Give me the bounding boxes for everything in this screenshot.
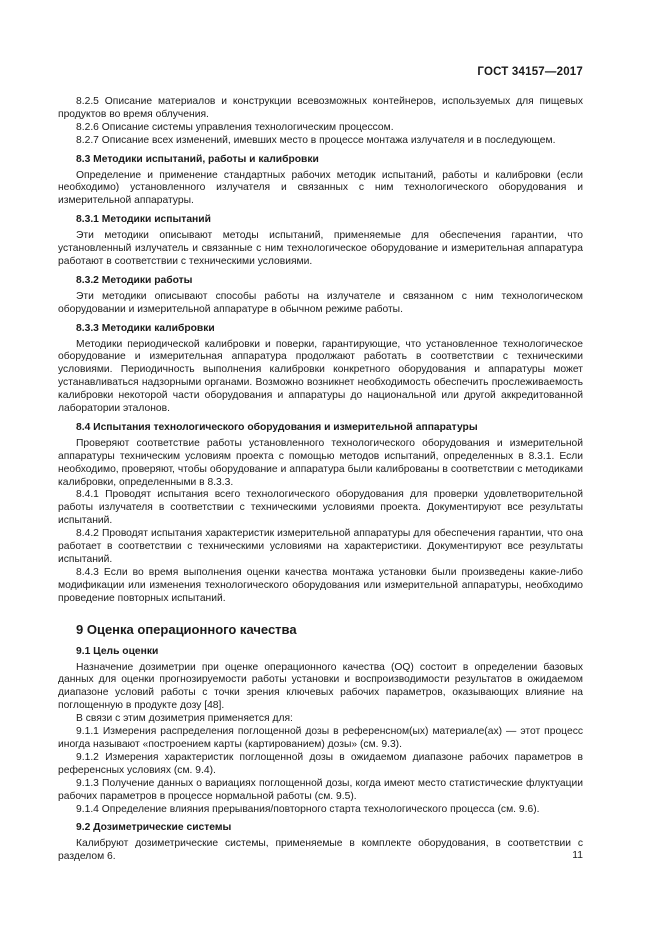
paragraph: 8.2.5 Описание материалов и конструкции всевозможных контейнеров, используемых для пищевых продуктов во время облучения. bbox=[58, 96, 583, 120]
subsection-heading: 8.3 Методики испытаний, работы и калибровки bbox=[76, 153, 319, 165]
paragraph: Назначение дозиметрии при оценке операционного качества (OQ) состоит в определении базовых данных для оценки прогнозируемости работы установки и воспроизводимости результатов в ожидаемом диапазоне условий работы с точки зрения ключевых рабочих параметров, оказывающих влияние на поглощенную в продукте дозу [48]. bbox=[58, 661, 583, 712]
paragraph: Эти методики описывают способы работы на излучателе и связанном с ним технологическом оборудовании и измерительной аппаратуре в обычном режиме работы. bbox=[58, 290, 583, 315]
subsection-heading: 8.3.3 Методики калибровки bbox=[76, 322, 215, 334]
paragraph: В связи с этим дозиметрия применяется для: bbox=[76, 713, 293, 725]
subsection-heading: 8.4 Испытания технологического оборудования и измерительной аппаратуры bbox=[76, 421, 478, 433]
paragraph: 8.2.7 Описание всех изменений, имевших место в процессе монтажа излучателя и в последующем. bbox=[76, 134, 556, 146]
document-body bbox=[58, 96, 583, 864]
subsection-heading: 8.3.2 Методики работы bbox=[76, 274, 193, 286]
paragraph: Определение и применение стандартных рабочих методик испытаний, работы и калибровки (если необходимо) установленного излучателя и связанных с ним технологического оборудования и измерительной аппаратуры. bbox=[58, 169, 583, 207]
paragraph: Проверяют соответствие работы установленного технологического оборудования и измерительной аппаратуры техническим условиям проекта с помощью методов испытаний, определенных в 8.3.1. Если необходимо, проверяют, чтобы оборудование и аппаратура были калиброваны в соответствии с методиками калибровки, определенными в 8.3.3. bbox=[58, 437, 583, 488]
paragraph: 9.1.3 Получение данных о вариациях поглощенной дозы, когда имеют место статистические флуктуации рабочих параметров в процессе нормальной работы (см. 9.5). bbox=[58, 777, 583, 802]
paragraph: Методики периодической калибровки и поверки, гарантирующие, что установленное технологическое оборудование и измерительная аппаратура продолжают работать в соответствии с техническими условиями. Периодичность выполнения калибровки конкретного оборудования и аппаратуры может устанавливаться надзорными органами. Возможно возникнет необходимость обеспечить прослеживаемость калибровки некоторой части оборудования и аппаратуры до национальной или другой аккредитованной лаборатории эталонов. bbox=[58, 338, 583, 415]
section-heading: 9 Оценка операционного качества bbox=[76, 621, 297, 637]
standard-code-header: ГОСТ 34157—2017 bbox=[477, 66, 583, 78]
paragraph: 9.1.4 Определение влияния прерывания/повторного старта технологического процесса (см. 9.6). bbox=[76, 803, 540, 815]
subsection-heading: 9.1 Цель оценки bbox=[76, 645, 159, 657]
paragraph: 9.1.1 Измерения распределения поглощенной дозы в референсном(ых) материале(ах) — этот процесс иногда называют «построением карты (картированием) дозы» (см. 9.3). bbox=[58, 726, 583, 750]
paragraph: 8.4.3 Если во время выполнения оценки качества монтажа установки были произведены какие-либо модификации или изменения технологического оборудования или измерительной аппаратуры, необходимо проведение повторных испытаний. bbox=[58, 566, 583, 604]
paragraph: 8.4.1 Проводят испытания всего технологического оборудования для проверки удовлетворительной работы излучателя в соответствии с техническими условиями проекта. Документируют все результаты испытаний. bbox=[58, 489, 583, 527]
subsection-heading: 9.2 Дозиметрические системы bbox=[76, 822, 232, 834]
paragraph: 9.1.2 Измерения характеристик поглощенной дозы в ожидаемом диапазоне рабочих параметров в референсных условиях (см. 9.4). bbox=[58, 751, 583, 776]
subsection-heading: 8.3.1 Методики испытаний bbox=[76, 214, 211, 226]
paragraph: Калибруют дозиметрические системы, применяемые в комплекте оборудования, в соответствии с разделом 6. bbox=[58, 838, 583, 863]
paragraph: Эти методики описывают методы испытаний, применяемые для обеспечения гарантии, что установленный излучатель и связанные с ним технологическое оборудование и измерительная аппаратура работают в соответствии с техническими условиями. bbox=[58, 230, 583, 267]
paragraph: 8.4.2 Проводят испытания характеристик измерительной аппаратуры для обеспечения гарантии, что она работает в соответствии с техническими условиями на характеристики. Документируют все результаты испытаний. bbox=[58, 528, 583, 565]
paragraph: 8.2.6 Описание системы управления технологическим процессом. bbox=[76, 121, 394, 133]
page-number: 11 bbox=[572, 850, 583, 861]
